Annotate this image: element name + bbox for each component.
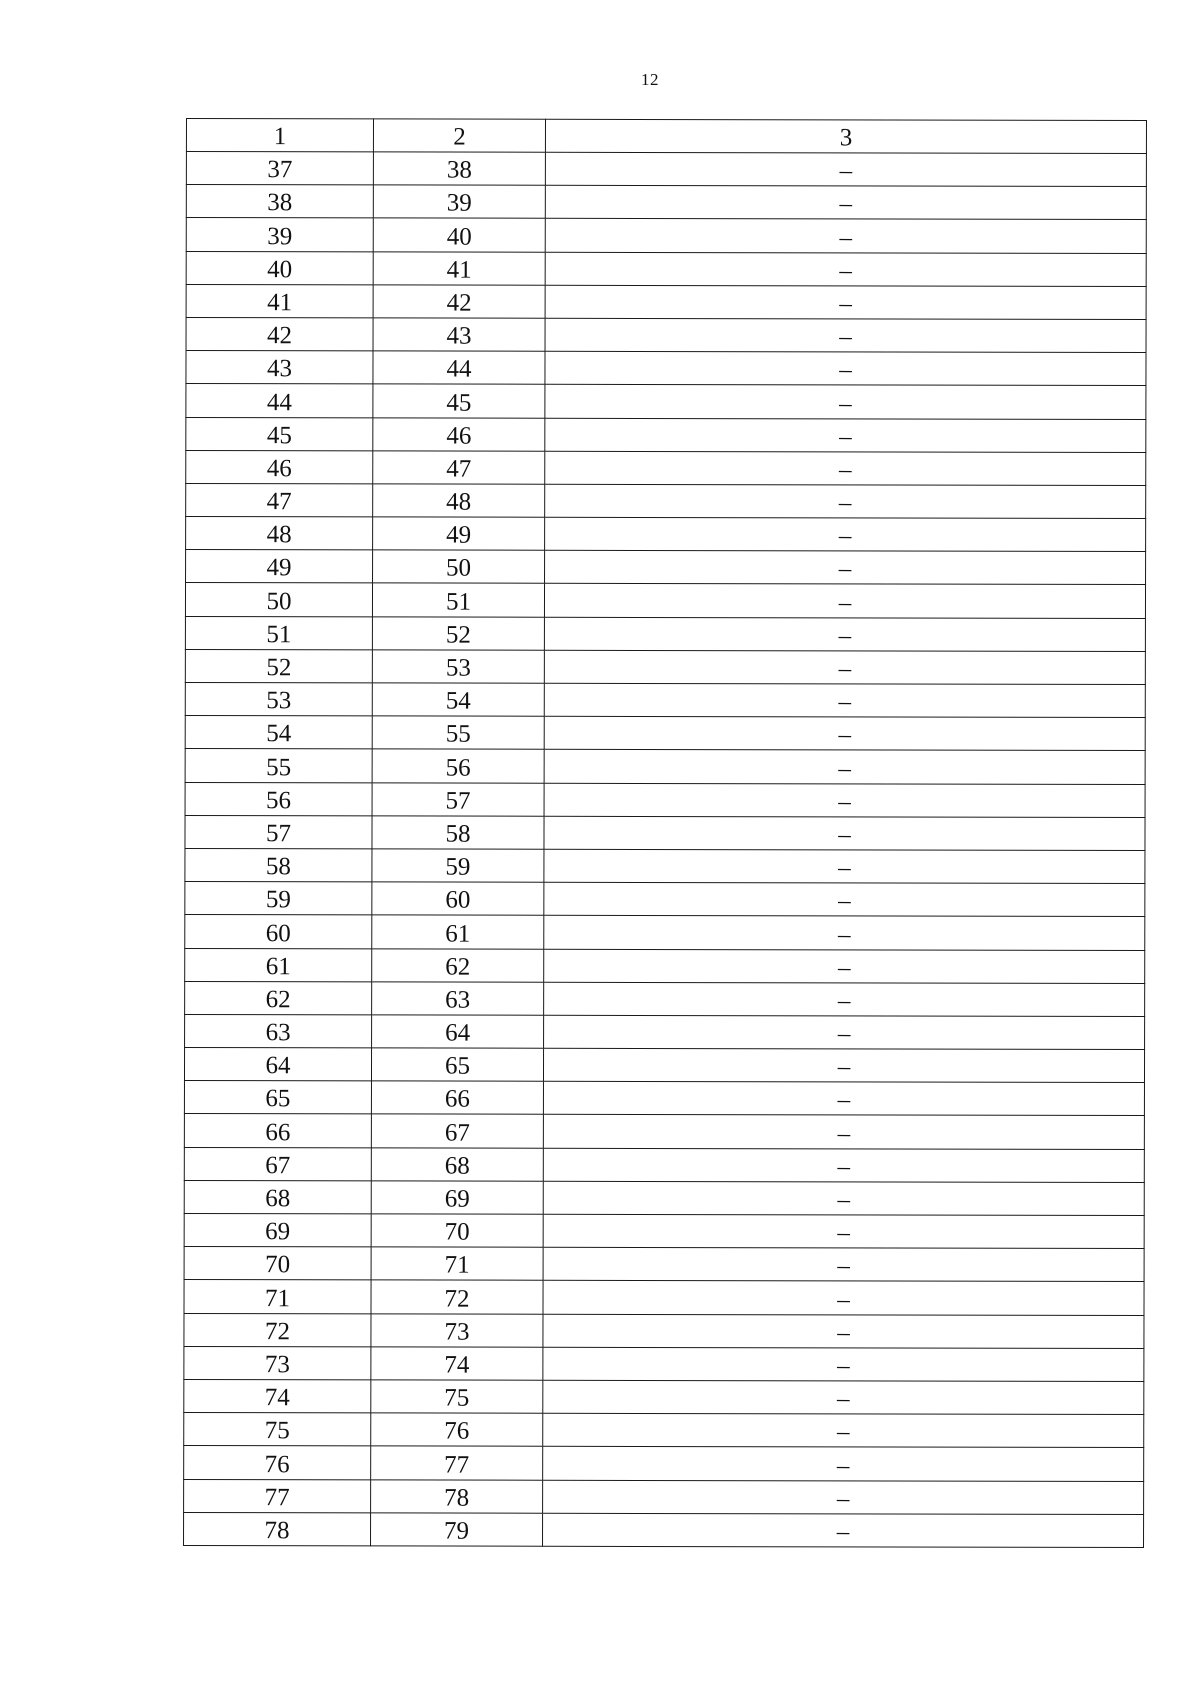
- table-cell: 47: [373, 451, 545, 485]
- table-cell: 77: [184, 1479, 371, 1513]
- header-row: [186, 119, 1146, 154]
- table-cell-dash: –: [545, 351, 1146, 385]
- table-row: [185, 915, 1145, 950]
- table-cell: 58: [372, 816, 544, 850]
- page-number: 12: [641, 70, 659, 89]
- table-cell-dash: –: [543, 1413, 1144, 1447]
- table-cell: 72: [371, 1280, 543, 1314]
- table-cell: 51: [185, 616, 372, 650]
- table-cell: 50: [185, 583, 372, 617]
- table-row: [184, 1147, 1144, 1182]
- table-cell: 73: [184, 1346, 371, 1380]
- table-cell: 45: [373, 384, 545, 418]
- table-cell: 52: [372, 617, 544, 651]
- table-cell: 46: [373, 417, 545, 451]
- table-row: [184, 1048, 1144, 1083]
- table-cell-dash: –: [544, 584, 1145, 618]
- table-cell-dash: –: [545, 418, 1146, 452]
- table-cell: 76: [184, 1446, 371, 1480]
- table-cell: 49: [186, 550, 373, 584]
- table-cell: 70: [184, 1247, 371, 1281]
- table-cell: 69: [371, 1181, 543, 1215]
- table-cell: 76: [371, 1413, 543, 1447]
- table-cell: 62: [185, 981, 372, 1015]
- table-cell: 40: [186, 251, 373, 285]
- table-row: [185, 616, 1145, 651]
- table-row: [185, 782, 1145, 817]
- table-cell: 61: [372, 915, 544, 949]
- table-cell: 45: [186, 417, 373, 451]
- table-cell: 41: [373, 251, 545, 285]
- table-row: [185, 848, 1145, 883]
- table-cell: 75: [184, 1413, 371, 1447]
- table-cell: 39: [373, 185, 545, 219]
- table-cell-dash: –: [544, 750, 1145, 784]
- table-cell: 65: [371, 1048, 543, 1082]
- table-cell: 51: [372, 583, 544, 617]
- table-cell-dash: –: [543, 1347, 1144, 1381]
- table-row: [186, 450, 1146, 485]
- table-cell: 41: [186, 284, 373, 318]
- table-cell: 60: [372, 882, 544, 916]
- table-cell: 66: [371, 1081, 543, 1115]
- table-cell: 42: [373, 285, 545, 319]
- table-cell: 77: [371, 1446, 543, 1480]
- table-cell: 63: [372, 982, 544, 1016]
- table-cell: 62: [372, 948, 544, 982]
- table-cell-dash: –: [545, 285, 1146, 319]
- table-cell-dash: –: [545, 517, 1146, 551]
- table-cell: 58: [185, 848, 372, 882]
- table-row: [186, 417, 1146, 452]
- table-cell: 38: [373, 152, 545, 186]
- table-cell-dash: –: [543, 1115, 1144, 1149]
- table-cell-dash: –: [544, 716, 1145, 750]
- table-cell-dash: –: [543, 1480, 1144, 1514]
- table-row: [185, 882, 1145, 917]
- table-cell: 54: [185, 716, 372, 750]
- table-row: [185, 649, 1145, 684]
- table-cell-dash: –: [543, 1447, 1144, 1481]
- table-cell: 55: [372, 716, 544, 750]
- table-cell-dash: –: [544, 982, 1145, 1016]
- table-cell-dash: –: [543, 1247, 1144, 1281]
- table-row: [185, 981, 1145, 1016]
- table-row: [184, 1280, 1144, 1315]
- table-cell: 43: [186, 351, 373, 385]
- table-cell: 37: [186, 152, 373, 186]
- column-header: 3: [545, 119, 1146, 153]
- table-cell-dash: –: [543, 1082, 1144, 1116]
- table-cell: 54: [372, 683, 544, 717]
- table-cell: 71: [371, 1247, 543, 1281]
- table-row: [186, 483, 1146, 518]
- table-row: [185, 716, 1145, 751]
- table-cell-dash: –: [543, 1281, 1144, 1315]
- table-cell-dash: –: [545, 385, 1146, 419]
- table-row: [186, 185, 1146, 220]
- table-cell: 64: [184, 1048, 371, 1082]
- table-row: [184, 1247, 1144, 1282]
- table-row: [186, 550, 1146, 585]
- table-body: [184, 152, 1147, 1548]
- table-header: [186, 119, 1146, 154]
- table-cell-dash: –: [545, 484, 1146, 518]
- table-row: [186, 517, 1146, 552]
- table-row: [186, 284, 1146, 319]
- table-cell: 39: [186, 218, 373, 252]
- column-header: 1: [186, 119, 373, 152]
- table-cell: 47: [186, 483, 373, 517]
- table-cell: 69: [184, 1213, 371, 1247]
- table-row: [185, 1014, 1145, 1049]
- table-cell-dash: –: [544, 1015, 1145, 1049]
- table-cell: 56: [372, 749, 544, 783]
- table-row: [186, 251, 1146, 286]
- table-cell-dash: –: [545, 252, 1146, 286]
- table-cell: 79: [371, 1513, 543, 1547]
- table-cell-dash: –: [545, 219, 1146, 253]
- table-cell-dash: –: [545, 318, 1146, 352]
- data-table: [183, 118, 1147, 1548]
- table-row: [184, 1081, 1144, 1116]
- table-row: [186, 317, 1146, 352]
- table-row: [184, 1413, 1144, 1448]
- table-cell: 57: [185, 815, 372, 849]
- table-cell: 57: [372, 782, 544, 816]
- table-cell-dash: –: [544, 650, 1145, 684]
- table-row: [184, 1213, 1144, 1248]
- table-cell: 50: [373, 550, 545, 584]
- table-row: [185, 749, 1145, 784]
- table-row: [184, 1313, 1144, 1348]
- table-cell: 66: [184, 1114, 371, 1148]
- table-cell: 38: [186, 185, 373, 219]
- table-cell: 70: [371, 1214, 543, 1248]
- table-cell: 49: [373, 517, 545, 551]
- table-cell: 60: [185, 915, 372, 949]
- table-row: [185, 583, 1145, 618]
- table-cell: 74: [184, 1379, 371, 1413]
- table-row: [186, 351, 1146, 386]
- table-cell: 68: [371, 1148, 543, 1182]
- table-row: [184, 1346, 1144, 1381]
- table-cell: 48: [373, 484, 545, 518]
- table-cell-dash: –: [544, 783, 1145, 817]
- table-cell-dash: –: [545, 152, 1146, 186]
- table-cell: 46: [186, 450, 373, 484]
- table-cell-dash: –: [543, 1148, 1144, 1182]
- table-cell: 71: [184, 1280, 371, 1314]
- table-cell-dash: –: [543, 1214, 1144, 1248]
- table-cell-dash: –: [545, 451, 1146, 485]
- table-row: [184, 1446, 1144, 1481]
- table-cell: 52: [185, 649, 372, 683]
- table-cell: 53: [185, 682, 372, 716]
- table-cell: 43: [373, 318, 545, 352]
- table-cell: 63: [185, 1014, 372, 1048]
- table-cell: 44: [186, 384, 373, 418]
- table-cell: 56: [185, 782, 372, 816]
- table-row: [185, 948, 1145, 983]
- table-row: [184, 1114, 1144, 1149]
- table-cell-dash: –: [544, 949, 1145, 983]
- table-row: [184, 1512, 1144, 1547]
- table-cell-dash: –: [543, 1181, 1144, 1215]
- table-cell: 73: [371, 1313, 543, 1347]
- table-row: [186, 384, 1146, 419]
- table-cell: 64: [372, 1015, 544, 1049]
- table-row: [186, 218, 1146, 253]
- table-row: [184, 1180, 1144, 1215]
- table-cell: 68: [184, 1180, 371, 1214]
- table-cell: 59: [185, 882, 372, 916]
- table-cell: 44: [373, 351, 545, 385]
- table-row: [184, 1479, 1144, 1514]
- table-row: [186, 152, 1146, 187]
- table-cell: 78: [184, 1512, 371, 1546]
- table-row: [185, 682, 1145, 717]
- table-cell-dash: –: [543, 1380, 1144, 1414]
- table-cell: 55: [185, 749, 372, 783]
- column-header: 2: [373, 119, 545, 152]
- table-cell: 75: [371, 1380, 543, 1414]
- table-cell-dash: –: [543, 1513, 1144, 1547]
- table-cell-dash: –: [543, 1048, 1144, 1082]
- table-cell: 67: [184, 1147, 371, 1181]
- table-cell: 61: [185, 948, 372, 982]
- table-cell-dash: –: [544, 617, 1145, 651]
- table-row: [184, 1379, 1144, 1414]
- table-cell: 74: [371, 1347, 543, 1381]
- table-cell: 42: [186, 317, 373, 351]
- table-cell: 53: [372, 650, 544, 684]
- table-cell-dash: –: [544, 816, 1145, 850]
- table-cell: 72: [184, 1313, 371, 1347]
- table-cell: 40: [373, 218, 545, 252]
- table-cell: 78: [371, 1479, 543, 1513]
- table-cell-dash: –: [545, 551, 1146, 585]
- table-cell: 65: [184, 1081, 371, 1115]
- table-cell: 67: [371, 1114, 543, 1148]
- table-cell-dash: –: [543, 1314, 1144, 1348]
- table-cell-dash: –: [545, 185, 1146, 219]
- table-cell-dash: –: [544, 849, 1145, 883]
- table-cell-dash: –: [544, 916, 1145, 950]
- table-cell-dash: –: [544, 683, 1145, 717]
- table-row: [185, 815, 1145, 850]
- table-cell: 48: [186, 517, 373, 551]
- table-cell: 59: [372, 849, 544, 883]
- table-cell-dash: –: [544, 882, 1145, 916]
